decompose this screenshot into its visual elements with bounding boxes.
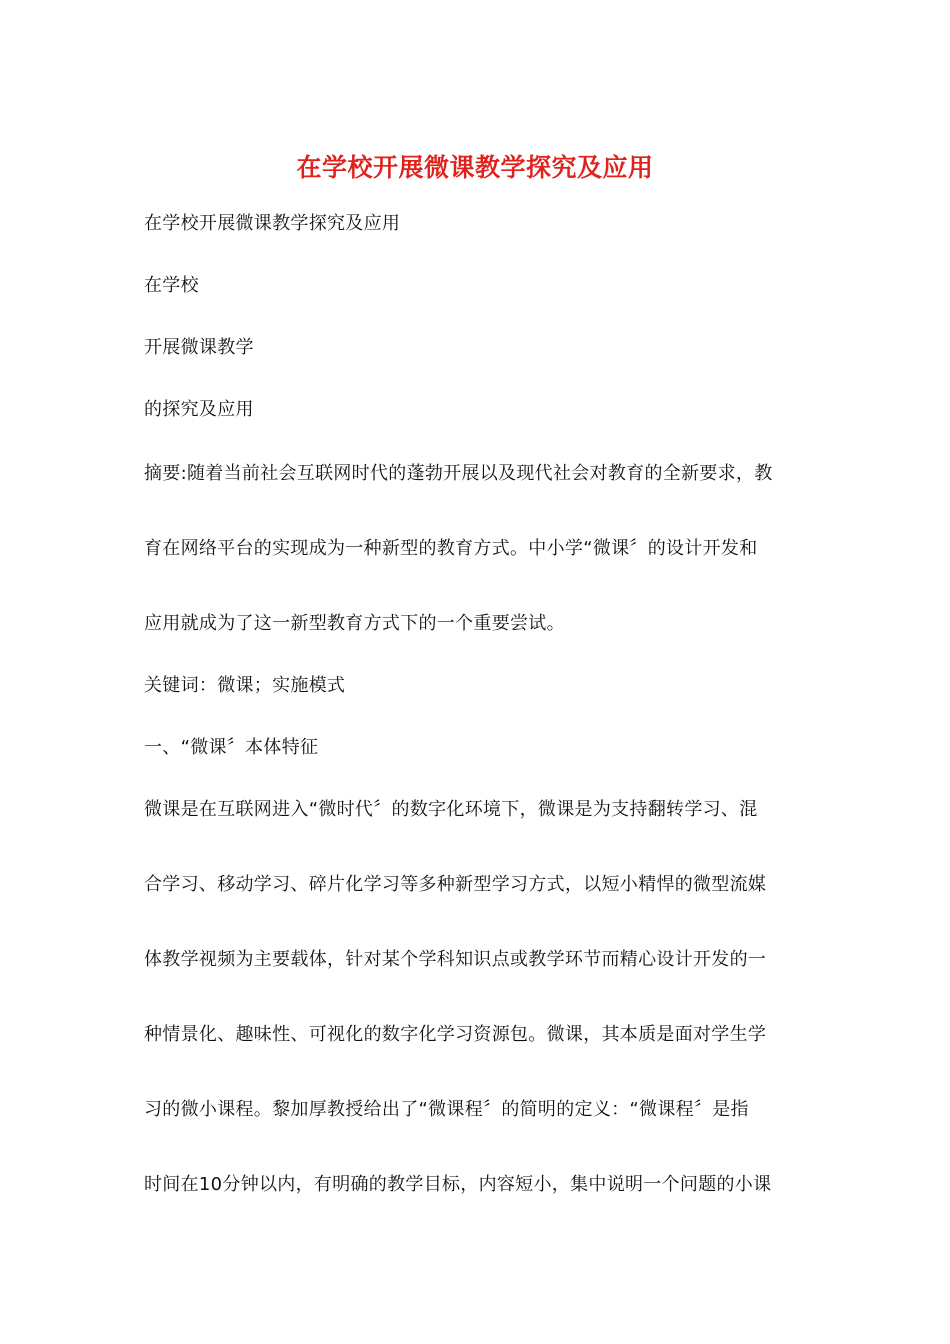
heading-line-4: 的探究及应用 [144, 399, 254, 420]
section-heading: 一、“微课〞本体特征 [144, 737, 319, 758]
body-line-4: 种情景化、趣味性、可视化的数字化学习资源包。微课，其本质是面对学生学 [144, 1024, 767, 1045]
body-line-5: 习的微小课程。黎加厚教授给出了“微课程〞的简明的定义：“微课程〞是指 [144, 1099, 749, 1120]
document-title: 在学校开展微课教学探究及应用 [296, 153, 654, 182]
body-line-1: 微课是在互联网进入“微时代〞的数字化环境下，微课是为支持翻转学习、混 [144, 799, 758, 820]
body-line-6: 时间在10分钟以内，有明确的教学目标，内容短小，集中说明一个问题的小课 [144, 1174, 772, 1195]
heading-line-2: 在学校 [144, 275, 199, 296]
keywords-line: 关键词：微课；实施模式 [144, 675, 346, 696]
abstract-line-1: 摘要:随着当前社会互联网时代的蓬勃开展以及现代社会对教育的全新要求，教 [144, 463, 773, 484]
abstract-line-3: 应用就成为了这一新型教育方式下的一个重要尝试。 [144, 613, 565, 634]
heading-line-1: 在学校开展微课教学探究及应用 [144, 213, 401, 234]
abstract-line-2: 育在网络平台的实现成为一种新型的教育方式。中小学“微课〞的设计开发和 [144, 538, 758, 559]
body-line-2: 合学习、移动学习、碎片化学习等多种新型学习方式，以短小精悍的微型流媒 [144, 874, 767, 895]
heading-line-3: 开展微课教学 [144, 337, 254, 358]
body-line-3: 体教学视频为主要载体，针对某个学科知识点或教学环节而精心设计开发的一 [144, 949, 767, 970]
